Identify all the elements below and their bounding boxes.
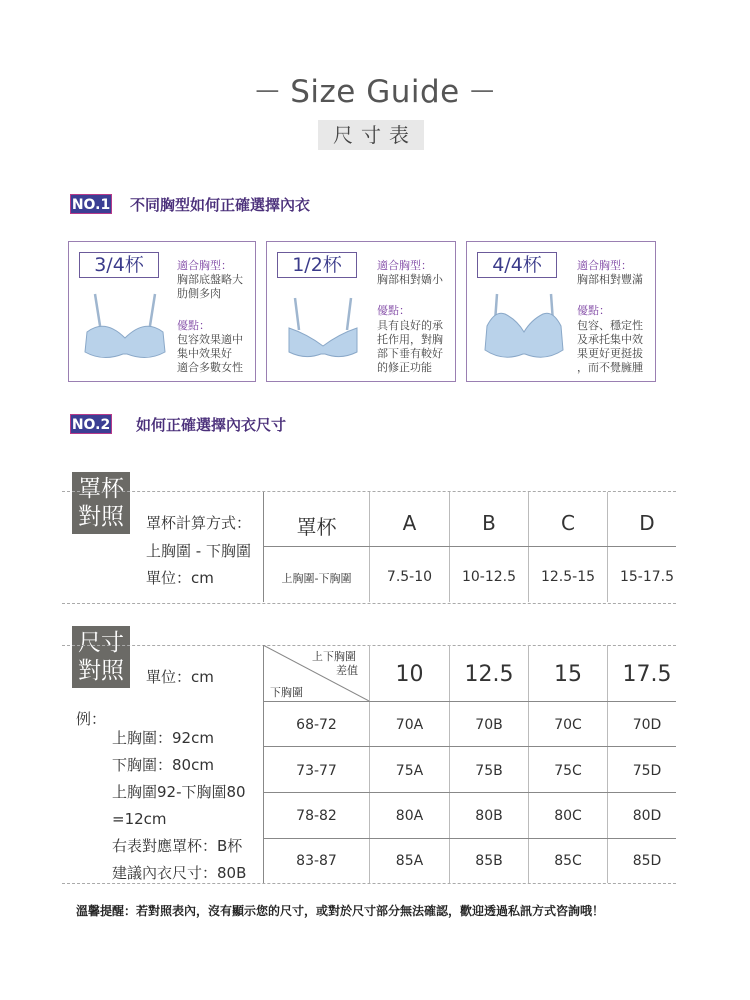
size-cell: 75D	[632, 763, 662, 779]
adv-line: 集中效果好	[177, 347, 232, 361]
cup-label: 4/4杯	[477, 252, 557, 278]
size-cell: 75B	[475, 763, 503, 779]
tag-line: 尺寸	[78, 630, 124, 656]
cup-col-c: C	[561, 511, 575, 535]
adv-title: 優點：	[577, 304, 610, 318]
size-cell: 75C	[554, 763, 582, 779]
cup-desc	[177, 259, 255, 375]
example-line: 下胸圍：80cm	[112, 756, 214, 774]
page-title	[0, 74, 750, 110]
adv-line: 包容、穩定性	[577, 318, 643, 332]
title-text: Size Guide	[290, 74, 460, 110]
tag-line: 對照	[78, 504, 124, 530]
adv-line: 托作用，對胸	[377, 332, 443, 346]
size-cell: 70C	[554, 717, 582, 733]
cup-label: 3/4杯	[79, 252, 159, 278]
adv-line: 包容效果適中	[177, 332, 243, 346]
size-cell: 80D	[632, 808, 662, 824]
table-vline	[369, 492, 370, 602]
diff-b: 10-12.5	[461, 569, 517, 585]
diff-value: 10	[395, 662, 424, 687]
size-cell: 70A	[395, 717, 424, 733]
corner-bottom-label: 下胸圍	[270, 686, 303, 699]
section1-heading: 不同胸型如何正確選擇內衣	[130, 196, 311, 214]
section1-badge: NO.1	[70, 194, 112, 214]
title-dash-left: —	[255, 76, 280, 104]
diff-d: 15-17.5	[619, 569, 675, 585]
table-hline	[263, 792, 676, 793]
size-cell: 85D	[632, 853, 662, 869]
size-cell: 80B	[475, 808, 503, 824]
table-vline	[449, 492, 450, 602]
size-unit-label: 單位：cm	[146, 668, 214, 686]
table-hline	[263, 701, 676, 702]
bra-1-2-icon	[283, 294, 363, 364]
size-compare-tag	[72, 626, 130, 688]
cup-col-d: D	[639, 511, 655, 535]
cup-col-a: A	[402, 511, 417, 535]
example-line: 右表對應罩杯：B杯	[112, 837, 243, 855]
table-hline	[263, 746, 676, 747]
bra-4-4-icon	[481, 292, 567, 364]
diff-c: 12.5-15	[540, 569, 596, 585]
adv-line: 部下垂有較好	[377, 347, 443, 361]
suit-line: 胸部相對嬌小	[377, 273, 443, 287]
cup-compare-tag	[72, 472, 130, 534]
cup-header: 罩杯	[296, 515, 337, 539]
cup-label: 1/2杯	[277, 252, 357, 278]
under-bust: 73-77	[296, 763, 337, 779]
diff-value: 15	[554, 662, 582, 687]
adv-line: 的修正功能	[377, 361, 432, 375]
suit-line: 肋側多肉	[177, 287, 221, 301]
bra-3-4-icon	[81, 292, 169, 364]
size-cell: 85C	[554, 853, 582, 869]
under-bust: 78-82	[296, 808, 337, 824]
title-dash-right: —	[470, 76, 495, 104]
example-line: 上胸圍：92cm	[112, 729, 214, 747]
under-bust: 83-87	[296, 853, 337, 869]
size-cell: 70D	[632, 717, 662, 733]
suit-title: 適合胸型：	[177, 259, 232, 272]
under-bust: 68-72	[296, 717, 337, 733]
example-label: 例：	[76, 710, 107, 728]
size-cell: 75A	[395, 763, 424, 779]
cup-desc	[577, 259, 655, 375]
adv-line: 及承托集中效	[577, 332, 643, 346]
adv-line: 具有良好的承	[377, 318, 443, 332]
diff-value: 17.5	[622, 662, 672, 687]
suit-title: 適合胸型：	[577, 259, 632, 272]
example-line: 建議內衣尺寸：80B	[112, 864, 247, 882]
size-cell: 85B	[475, 853, 503, 869]
adv-title: 優點：	[177, 318, 210, 332]
size-cell: 80C	[554, 808, 582, 824]
adv-line: 適合多數女性	[177, 361, 243, 375]
cup-card-1-2	[266, 241, 456, 382]
tag-line: 對照	[78, 658, 124, 684]
suit-line: 胸部底盤略大	[177, 273, 243, 287]
calc-formula: 上胸圍 - 下胸圍	[146, 542, 251, 560]
section2-heading: 如何正確選擇內衣尺寸	[136, 416, 287, 434]
footer-note: 溫馨提醒：若對照表內，沒有顯示您的尺寸，或對於尺寸部分無法確認，歡迎透過私訊方式咨詢哦！	[76, 904, 605, 918]
calc-label: 罩杯計算方式：	[146, 514, 252, 532]
suit-line: 胸部相對豐滿	[577, 273, 643, 287]
cup-col-b: B	[482, 511, 496, 535]
section2-badge: NO.2	[70, 414, 112, 434]
divider	[62, 883, 676, 884]
corner-top-label: 上下胸圍	[312, 650, 356, 663]
diff-a: 7.5-10	[386, 569, 433, 585]
cup-card-3-4	[68, 241, 256, 382]
divider	[62, 603, 676, 604]
example-line: =12cm	[112, 810, 167, 828]
table-hline	[263, 546, 676, 547]
tag-line: 罩杯	[78, 476, 124, 502]
adv-line: ，而不覺臃腫	[577, 361, 643, 375]
example-line: 上胸圍92-下胸圍80	[112, 783, 246, 801]
cup-desc	[377, 259, 455, 375]
table-hline	[263, 838, 676, 839]
diff-label: 上胸圍-下胸圍	[281, 572, 352, 585]
size-cell: 70B	[475, 717, 503, 733]
size-cell: 80A	[395, 808, 424, 824]
adv-line: 果更好更挺拔	[577, 347, 643, 361]
size-cell: 85A	[395, 853, 424, 869]
cup-card-4-4	[466, 241, 656, 382]
table-vline	[528, 492, 529, 602]
table-vline	[607, 492, 608, 602]
page-subtitle: 尺寸表	[318, 120, 424, 150]
unit-label: 單位：cm	[146, 569, 214, 587]
diff-value: 12.5	[464, 662, 514, 687]
suit-title: 適合胸型：	[377, 259, 432, 272]
example-block	[112, 725, 246, 887]
corner-mid-label: 差值	[336, 664, 358, 677]
adv-title: 優點：	[377, 304, 410, 318]
